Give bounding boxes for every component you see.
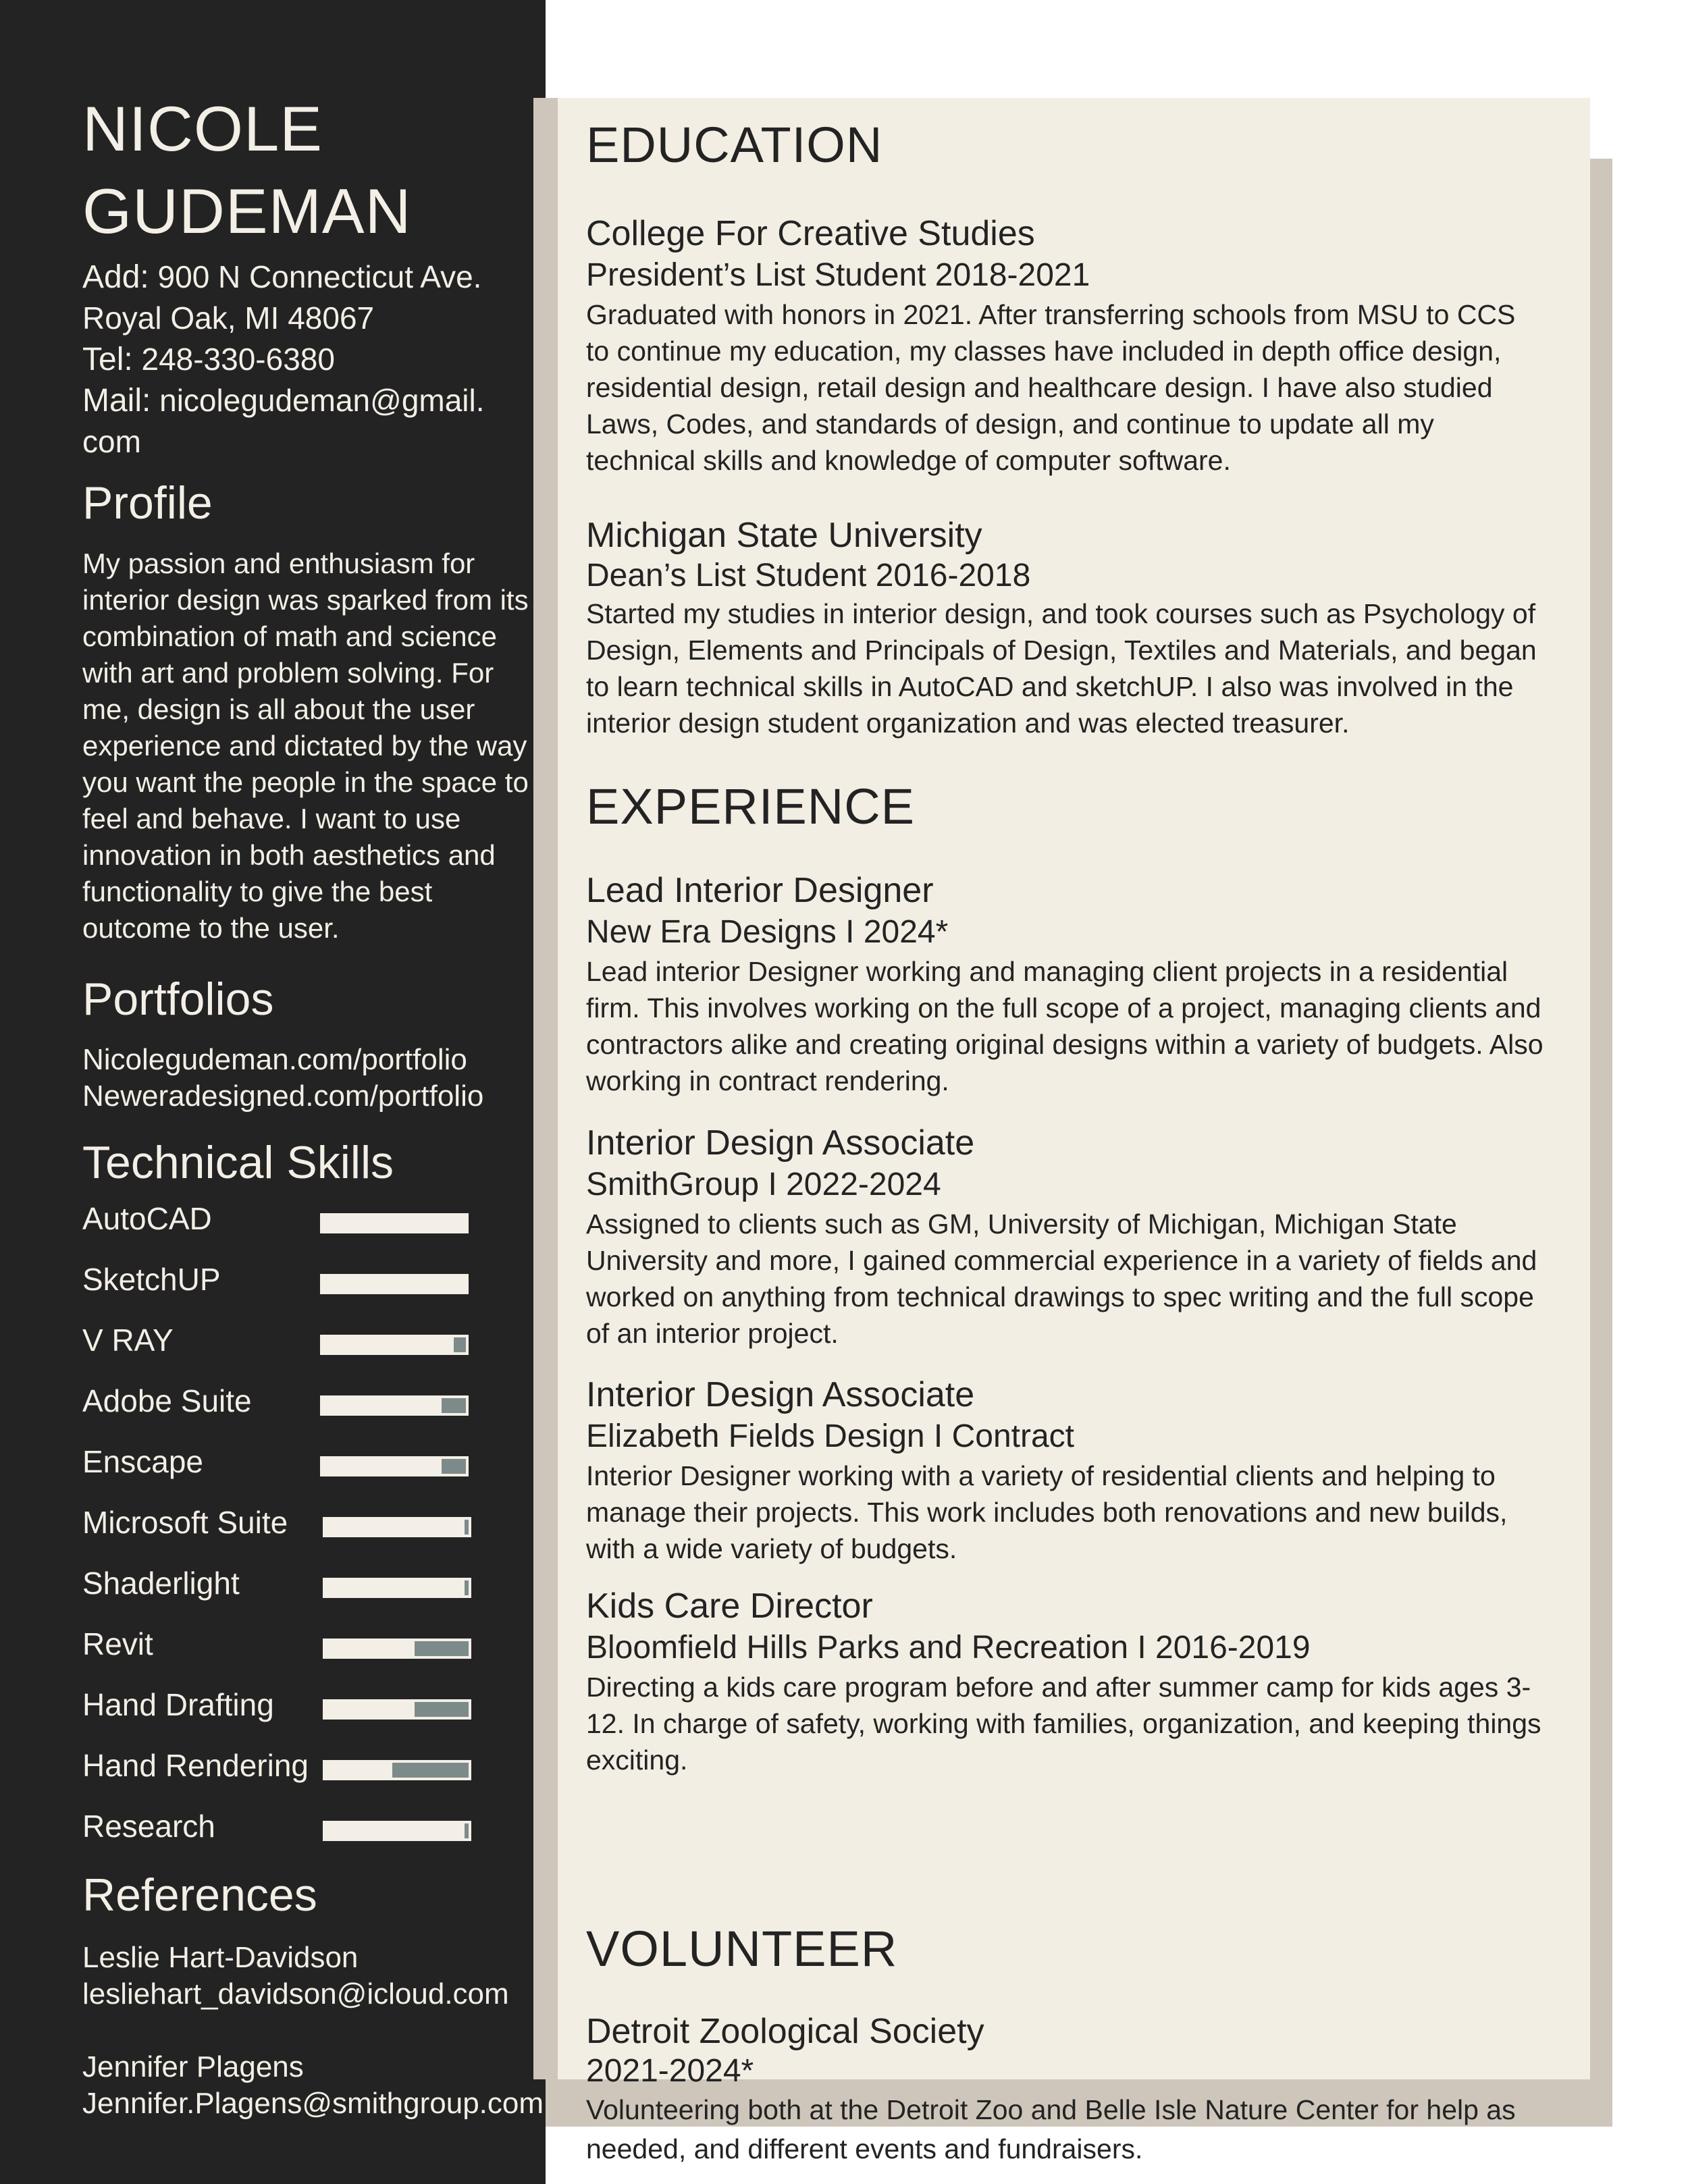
experience-heading: EXPERIENCE bbox=[586, 778, 916, 834]
skill-name: Enscape bbox=[82, 1444, 204, 1479]
reference-email[interactable]: lesliehart_davidson@icloud.com bbox=[82, 1977, 509, 2010]
mail-label: Mail: bbox=[82, 383, 151, 419]
education-entry bbox=[586, 213, 1545, 479]
job-org: Elizabeth Fields Design I Contract bbox=[586, 1418, 1074, 1454]
skill-row bbox=[82, 1441, 474, 1482]
job-title: Kids Care Director bbox=[586, 1587, 873, 1626]
job-org: New Era Designs I 2024* bbox=[586, 914, 949, 950]
tel-value: 248-330-6380 bbox=[132, 342, 335, 377]
panel-edge bbox=[533, 98, 558, 2079]
volunteer-heading: VOLUNTEER bbox=[586, 1921, 898, 1977]
address-line-1 bbox=[82, 257, 485, 298]
skill-name: Revit bbox=[82, 1626, 153, 1661]
skill-level-remaining bbox=[454, 1337, 466, 1352]
skill-row bbox=[82, 1259, 474, 1300]
skill-level-bar bbox=[320, 1274, 469, 1294]
school-honor: Dean’s List Student 2016-2018 bbox=[586, 558, 1031, 593]
skill-name: Hand Drafting bbox=[82, 1687, 274, 1722]
volunteer-dates: 2021-2024* bbox=[586, 2053, 754, 2089]
experience-entry bbox=[586, 1585, 1545, 1778]
volunteer-section bbox=[586, 1919, 1545, 1979]
skill-level-remaining bbox=[465, 1520, 469, 1535]
skill-level-remaining bbox=[465, 1823, 469, 1838]
skill-name: Adobe Suite bbox=[82, 1383, 252, 1418]
job-description: Lead interior Designer working and managing client projects in a residential firm. This involves working on the full scope of a project, managing clients and contractors alike and creating original designs within a variety of budgets. Also working in contract rendering. bbox=[586, 956, 1544, 1096]
profile-text: My passion and enthusiasm for interior design was sparked from its combination of math and science with art and problem solving. For me, design is all about the user experience and dictated by the way you want the people in the space to feel and behave. I want to use innovation in both aesthetics and functionality to give the best outcome to the user. bbox=[82, 548, 529, 944]
skill-level-bar bbox=[323, 1517, 471, 1537]
skill-level-remaining bbox=[415, 1641, 469, 1656]
sidebar bbox=[0, 0, 546, 2184]
education-section bbox=[586, 115, 1545, 176]
experience-section bbox=[586, 776, 1545, 837]
skill-row bbox=[82, 1806, 474, 1846]
address-label: Add: bbox=[82, 259, 149, 295]
job-title: Interior Design Associate bbox=[586, 1123, 975, 1163]
skill-level-bar bbox=[320, 1213, 469, 1233]
skill-level-remaining bbox=[392, 1763, 469, 1778]
skill-row bbox=[82, 1684, 474, 1725]
skill-row bbox=[82, 1624, 474, 1664]
job-description: Assigned to clients such as GM, University of Michigan, Michigan State University and more, I gained commercial experience in a variety of fields and worked on anything from technical drawings to spec writing and the full scope of an interior project. bbox=[586, 1208, 1537, 1349]
name-last: GUDEMAN bbox=[82, 176, 412, 246]
reference-name: Jennifer Plagens bbox=[82, 2050, 304, 2083]
education-entry bbox=[586, 514, 1545, 741]
skill-row bbox=[82, 1563, 474, 1603]
skill-level-bar bbox=[323, 1699, 471, 1720]
portfolios-heading: Portfolios bbox=[82, 974, 274, 1025]
skill-level-remaining bbox=[442, 1398, 466, 1413]
volunteer-entry bbox=[586, 2010, 1545, 2168]
references-heading: References bbox=[82, 1869, 317, 1921]
skill-level-remaining bbox=[465, 1580, 469, 1595]
skill-row bbox=[82, 1745, 474, 1786]
job-org: SmithGroup I 2022-2024 bbox=[586, 1167, 941, 1202]
school-honor: President’s List Student 2018-2021 bbox=[586, 257, 1090, 293]
name-first: NICOLE bbox=[82, 93, 323, 164]
portfolio-list bbox=[82, 1042, 483, 1115]
portfolio-link[interactable]: Nicolegudeman.com/portfolio bbox=[82, 1043, 467, 1076]
education-heading: EDUCATION bbox=[586, 117, 883, 173]
skill-level-bar bbox=[323, 1639, 471, 1659]
skill-level-bar bbox=[323, 1578, 471, 1598]
school-name: Michigan State University bbox=[586, 516, 982, 555]
skill-level-bar bbox=[320, 1395, 469, 1416]
skill-name: Shaderlight bbox=[82, 1566, 240, 1601]
skill-row bbox=[82, 1198, 474, 1239]
skill-level-remaining bbox=[415, 1702, 469, 1717]
portfolio-link[interactable]: Neweradesigned.com/portfolio bbox=[82, 1080, 484, 1113]
skill-level-remaining bbox=[442, 1459, 466, 1474]
skill-row bbox=[82, 1502, 474, 1543]
skill-level-bar bbox=[323, 1760, 471, 1780]
job-description: Directing a kids care program before and after summer camp for kids ages 3-12. In charge of safety, working with families, organization, and keeping things exciting. bbox=[586, 1672, 1541, 1776]
mail-line bbox=[82, 380, 485, 421]
skill-row bbox=[82, 1320, 474, 1360]
skill-name: V RAY bbox=[82, 1323, 174, 1358]
tel-label: Tel: bbox=[82, 342, 133, 377]
school-name: College For Creative Studies bbox=[586, 214, 1035, 253]
school-description: Started my studies in interior design, and took courses such as Psychology of Design, Elements and Principals of Design, Textiles and Materials, and began to learn technical skills in AutoCAD and sketchUP. I also was involved in the interior design student organization and was elected treasurer. bbox=[586, 598, 1537, 739]
phone-line bbox=[82, 339, 485, 380]
contact-block bbox=[82, 257, 485, 462]
experience-entry bbox=[586, 1374, 1545, 1567]
experience-entry bbox=[586, 870, 1545, 1099]
skill-level-bar bbox=[323, 1821, 471, 1841]
job-title: Interior Design Associate bbox=[586, 1375, 975, 1414]
mail-value[interactable]: nicolegudeman@gmail. bbox=[151, 383, 485, 418]
skill-name: Research bbox=[82, 1809, 215, 1844]
volunteer-org: Detroit Zoological Society bbox=[586, 2012, 984, 2051]
job-org: Bloomfield Hills Parks and Recreation I 2016-2019 bbox=[586, 1630, 1311, 1666]
skill-level-bar bbox=[320, 1335, 469, 1355]
school-description: Graduated with honors in 2021. After transferring schools from MSU to CCS to continue my education, my classes have included in depth office design, residential design, retail design and healthcare design. I have also studied Laws, Codes, and standards of design, and continue to update all my technical skills and knowledge of computer software. bbox=[586, 299, 1516, 476]
applicant-name bbox=[82, 88, 411, 252]
skill-name: AutoCAD bbox=[82, 1201, 212, 1236]
job-description: Interior Designer working with a variety of residential clients and helping to manage their projects. This work includes both renovations and new builds, with a wide variety of budgets. bbox=[586, 1460, 1508, 1564]
job-title: Lead Interior Designer bbox=[586, 871, 934, 910]
references-list bbox=[82, 1940, 544, 2122]
skill-name: Microsoft Suite bbox=[82, 1505, 288, 1540]
profile-heading: Profile bbox=[82, 477, 213, 529]
skill-row bbox=[82, 1381, 474, 1421]
address-value: 900 N Connecticut Ave. bbox=[149, 259, 482, 294]
reference-name: Leslie Hart-Davidson bbox=[82, 1941, 359, 1974]
skill-name: SketchUP bbox=[82, 1262, 221, 1297]
mail-line-2: com bbox=[82, 424, 141, 459]
skill-name: Hand Rendering bbox=[82, 1748, 309, 1783]
technical-skills-heading: Technical Skills bbox=[82, 1137, 394, 1188]
reference-email[interactable]: Jennifer.Plagens@smithgroup.com bbox=[82, 2087, 544, 2120]
reference-spacer bbox=[82, 2013, 544, 2049]
experience-entry bbox=[586, 1122, 1545, 1352]
skill-level-bar bbox=[320, 1456, 469, 1476]
address-line-2: Royal Oak, MI 48067 bbox=[82, 300, 375, 336]
volunteer-description: Volunteering both at the Detroit Zoo and Belle Isle Nature Center for help as needed, and different events and fundraisers. bbox=[586, 2094, 1516, 2164]
